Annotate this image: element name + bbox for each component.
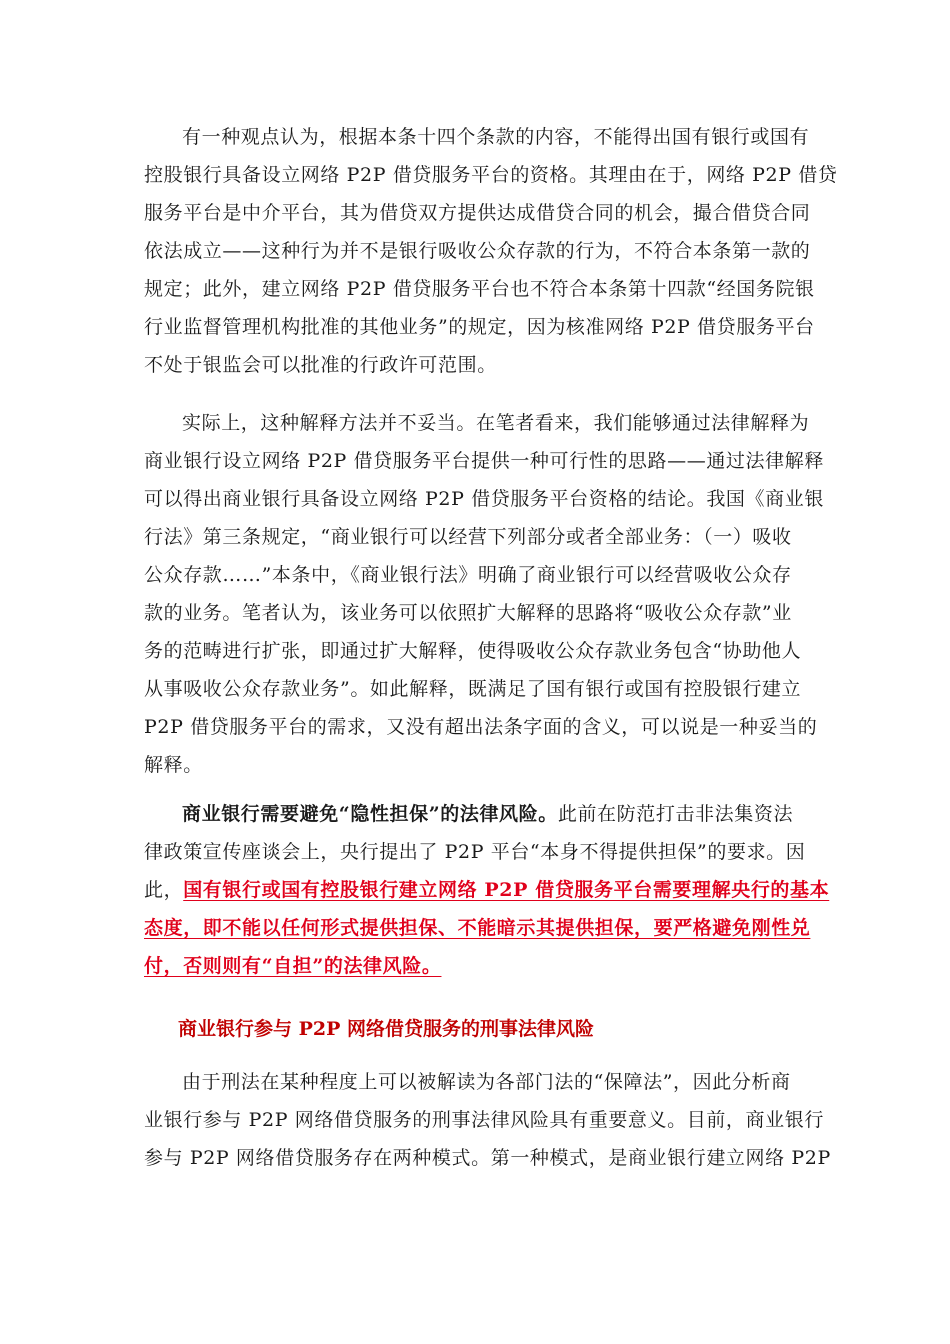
paragraph-line: 控股银行具备设立网络 P2P 借贷服务平台的资格。其理由在于，网络 P2P 借贷 [144,164,838,186]
paragraph-line: 参与 P2P 网络借贷服务存在两种模式。第一种模式，是商业银行建立网络 P2P [144,1147,831,1169]
paragraph-line: 实际上，这种解释方法并不妥当。在笔者看来，我们能够通过法律解释为 [182,412,810,434]
paragraph-2 [144,404,824,784]
bold-lead-sentence: 商业银行需要避免“隐性担保”的法律风险。 [182,803,558,825]
paragraph-line: 公众存款……”本条中，《商业银行法》明确了商业银行可以经营吸收公众存 [144,564,792,586]
paragraph-line: 有一种观点认为，根据本条十四个条款的内容，不能得出国有银行或国有 [182,126,810,148]
section-heading: 商业银行参与 P2P 网络借贷服务的刑事法律风险 [178,1018,595,1040]
paragraph-line: 商业银行设立网络 P2P 借贷服务平台提供一种可行性的思路——通过法律解释 [144,450,824,472]
paragraph-line: 行法》第三条规定，“商业银行可以经营下列部分或者全部业务：（一）吸收 [144,526,792,548]
paragraph-line: P2P 借贷服务平台的需求，又没有超出法条字面的含义，可以说是一种妥当的 [144,716,818,738]
paragraph-line [144,909,811,947]
paragraph-line: 解释。 [144,754,203,776]
emphasized-red-text: 付，否则则有“自担”的法律风险。 [144,955,442,977]
paragraph-1 [144,118,838,384]
paragraph-line: 律政策宣传座谈会上，央行提出了 P2P 平台“本身不得提供担保”的要求。因 [144,841,806,863]
paragraph-line: 服务平台是中介平台，其为借贷双方提供达成借贷合同的机会，撮合借贷合同 [144,202,811,224]
paragraph-line [144,795,806,833]
paragraph-line: 可以得出商业银行具备设立网络 P2P 借贷服务平台资格的结论。我国《商业银 [144,488,824,510]
paragraph-3 [144,795,830,985]
paragraph-line: 规定；此外，建立网络 P2P 借贷服务平台也不符合本条第十四款“经国务院银 [144,278,815,300]
paragraph-4 [144,1063,831,1177]
paragraph-line: 不处于银监会可以批准的行政许可范围。 [144,354,497,376]
paragraph-line [144,871,830,909]
emphasized-red-text: 国有银行或国有控股银行建立网络 P2P 借贷服务平台需要理解央行的基本 [183,879,830,901]
paragraph-line: 依法成立——这种行为并不是银行吸收公众存款的行为，不符合本条第一款的 [144,240,811,262]
paragraph-line: 业银行参与 P2P 网络借贷服务的刑事法律风险具有重要意义。目前，商业银行 [144,1109,824,1131]
emphasized-red-text: 态度，即不能以任何形式提供担保、不能暗示其提供担保，要严格避免刚性兑 [144,917,811,939]
sentence-continuation: 此前在防范打击非法集资法 [557,803,794,825]
paragraph-line: 务的范畴进行扩张，即通过扩大解释，使得吸收公众存款业务包含“协助他人 [144,640,802,662]
paragraph-line [144,947,806,985]
paragraph-line: 行业监督管理机构批准的其他业务”的规定，因为核准网络 P2P 借贷服务平台 [144,316,815,338]
paragraph-line: 从事吸收公众存款业务”。如此解释，既满足了国有银行或国有控股银行建立 [144,678,802,700]
line-prefix: 此， [144,879,184,901]
paragraph-line: 由于刑法在某种程度上可以被解读为各部门法的“保障法”，因此分析商 [182,1071,791,1093]
paragraph-line: 款的业务。笔者认为，该业务可以依照扩大解释的思路将“吸收公众存款”业 [144,602,792,624]
